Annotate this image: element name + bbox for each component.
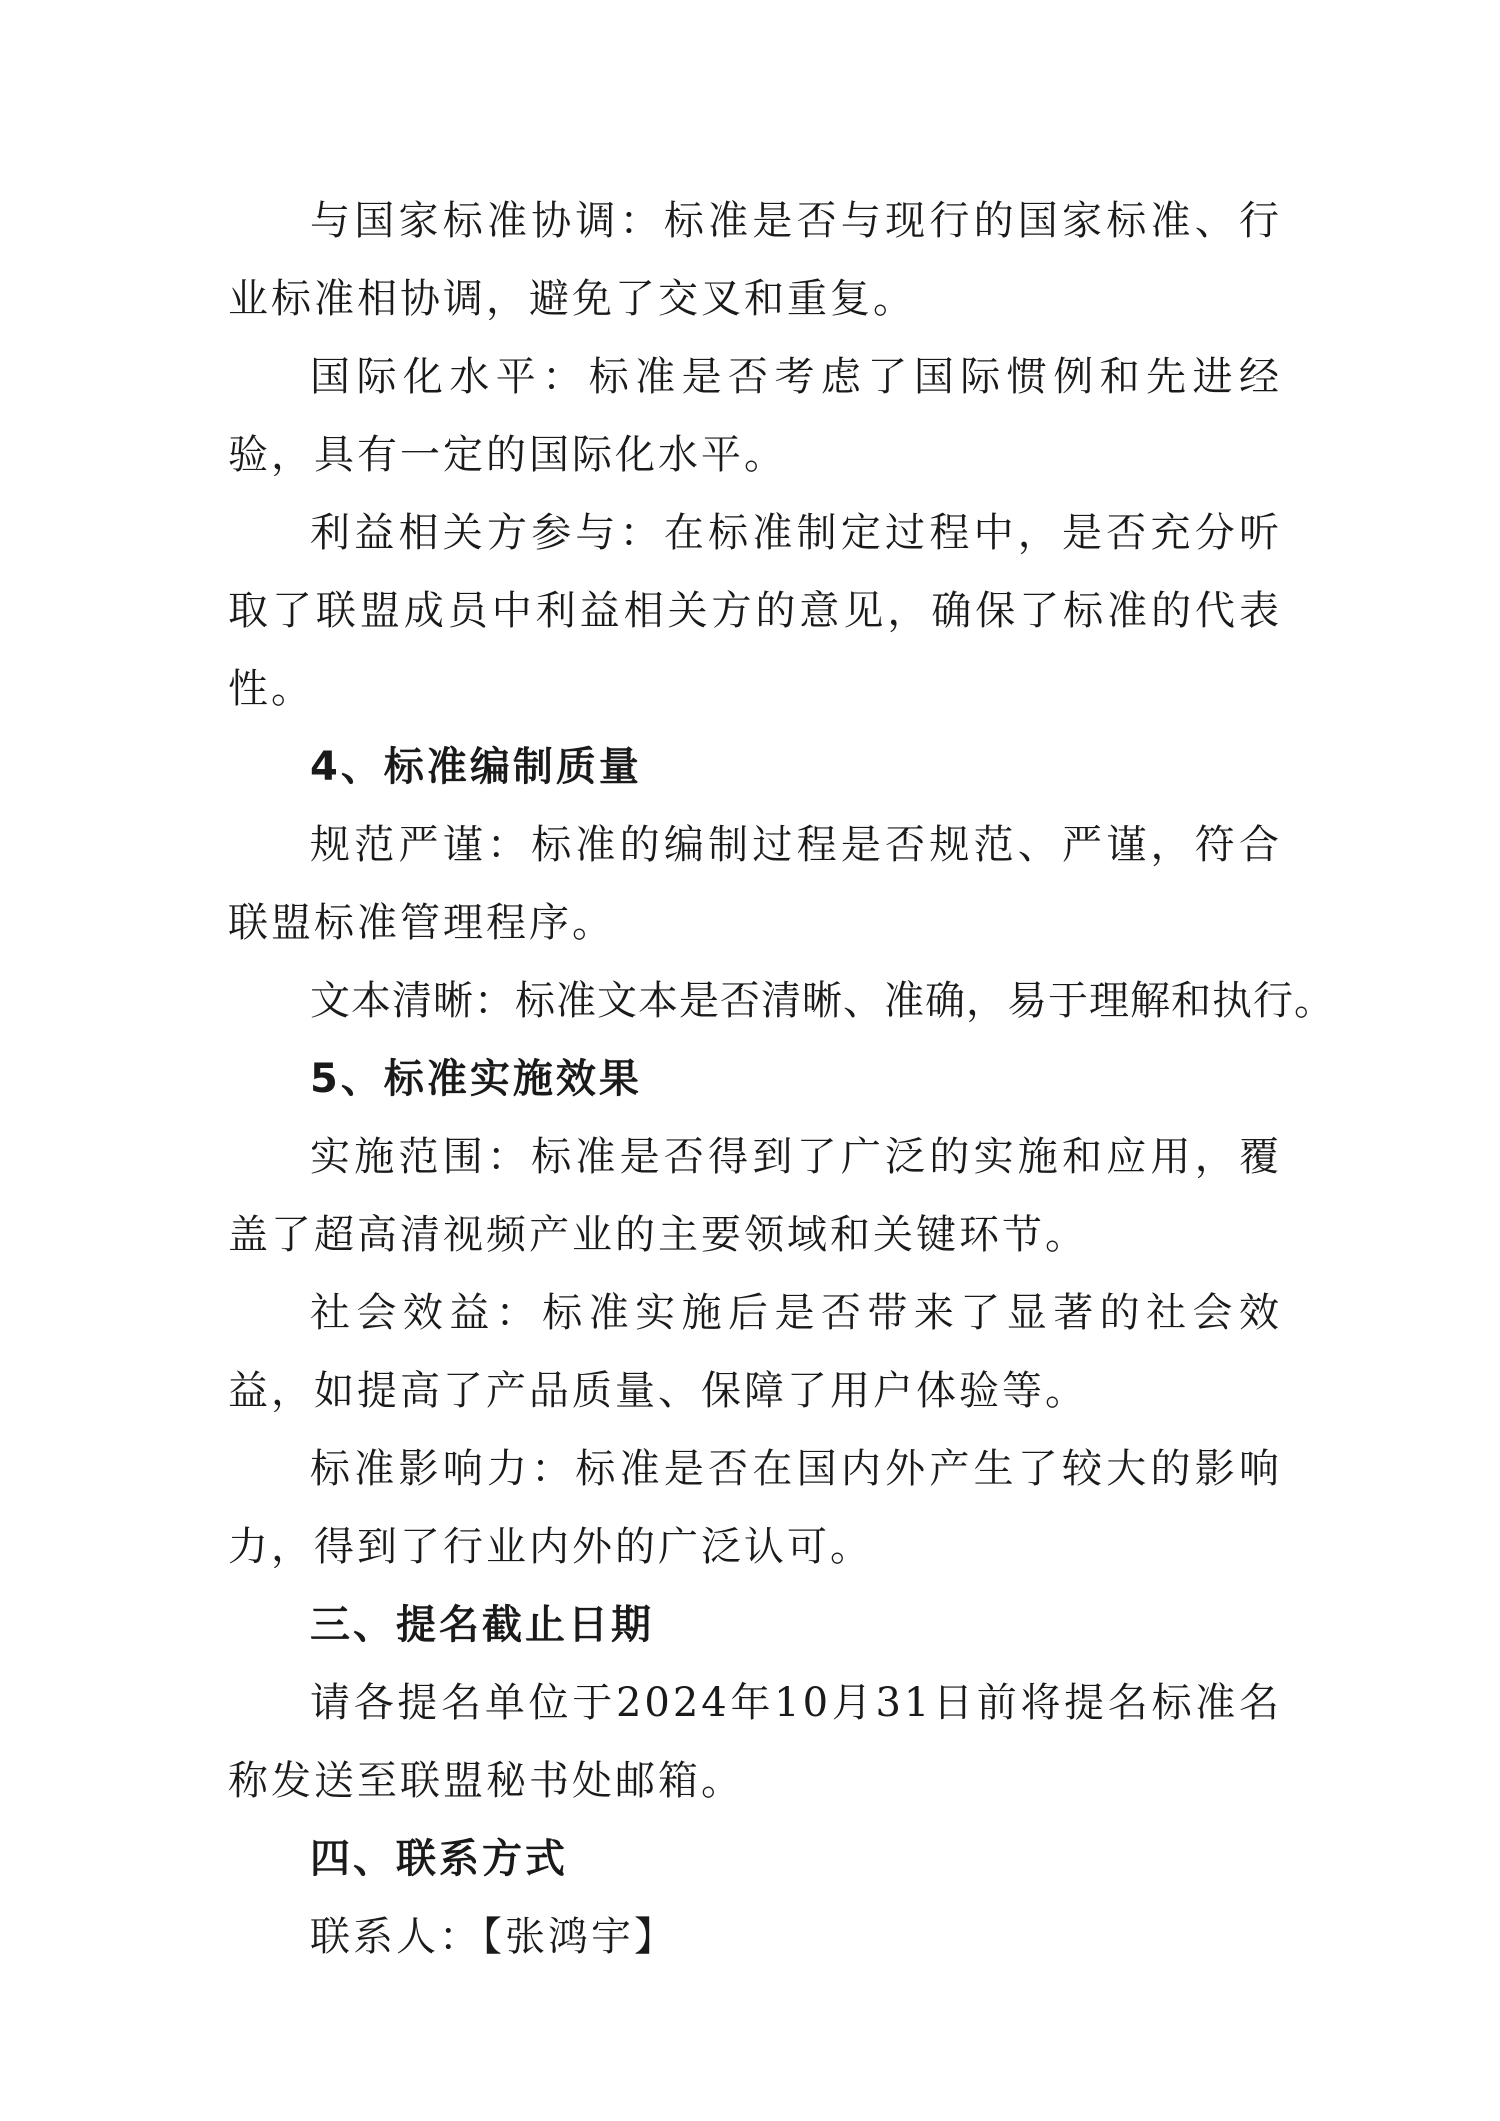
paragraph-social-benefit: 社会效益：标准实施后是否带来了显著的社会效益，如提高了产品质量、保障了用户体验等。 xyxy=(228,1290,1282,1414)
paragraph-text-clarity: 文本清晰：标准文本是否清晰、准确，易于理解和执行。 xyxy=(310,978,1335,1024)
paragraph-national-standard-coordination: 与国家标准协调：标准是否与现行的国家标准、行业标准相协调，避免了交叉和重复。 xyxy=(228,198,1282,322)
paragraph-contact-person: 联系人：【张鸿宇】 xyxy=(310,1914,677,1960)
heading-implementation-effect: 5、标准实施效果 xyxy=(310,1056,642,1102)
heading-nomination-deadline: 三、提名截止日期 xyxy=(310,1602,654,1648)
paragraph-internationalization-level: 国际化水平：标准是否考虑了国际惯例和先进经验，具有一定的国际化水平。 xyxy=(228,354,1282,478)
paragraph-deadline-details: 请各提名单位于2024年10月31日前将提名标准名称发送至联盟秘书处邮箱。 xyxy=(228,1680,1282,1804)
heading-contact-info: 四、联系方式 xyxy=(310,1836,568,1882)
heading-drafting-quality: 4、标准编制质量 xyxy=(310,744,642,790)
document-body xyxy=(228,182,1335,1976)
paragraph-stakeholder-participation: 利益相关方参与：在标准制定过程中，是否充分听取了联盟成员中利益相关方的意见，确保了标准的代表性。 xyxy=(228,510,1282,712)
paragraph-implementation-scope: 实施范围：标准是否得到了广泛的实施和应用，覆盖了超高清视频产业的主要领域和关键环节。 xyxy=(228,1134,1282,1258)
paragraph-standard-influence: 标准影响力：标准是否在国内外产生了较大的影响力，得到了行业内外的广泛认可。 xyxy=(228,1446,1282,1570)
paragraph-rigor: 规范严谨：标准的编制过程是否规范、严谨，符合联盟标准管理程序。 xyxy=(228,822,1282,946)
